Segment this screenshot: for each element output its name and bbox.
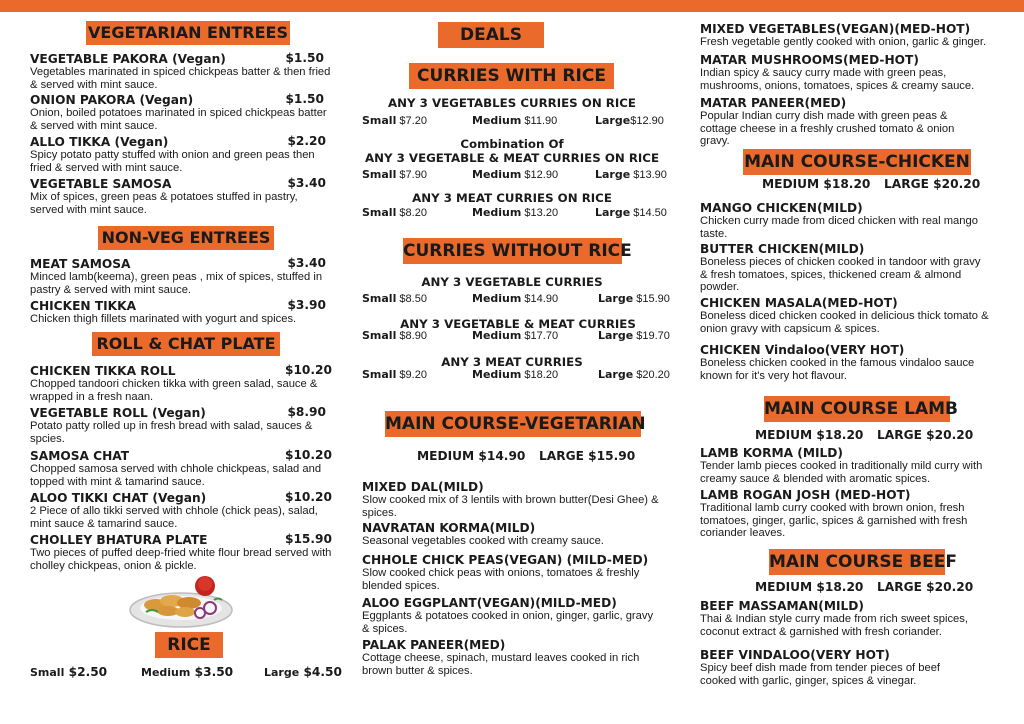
size-price: $11.90 xyxy=(524,115,558,127)
item-name: VEGETABLE SAMOSA xyxy=(30,177,172,191)
item-price: $10.20 xyxy=(284,490,332,504)
deal-title: ANY 3 VEGETABLE & MEAT CURRIES ON RICE xyxy=(364,151,660,165)
item-price: $15.90 xyxy=(284,532,332,546)
deal-title: ANY 3 MEAT CURRIES xyxy=(441,355,583,369)
item-name: CHICKEN MASALA(MED-HOT) xyxy=(700,296,898,310)
size-price: $8.90 xyxy=(399,330,427,342)
heading-curries-with-rice: CURRIES WITH RICE xyxy=(409,63,614,89)
menu-item xyxy=(700,648,975,687)
heading-main-course-vegetarian: MAIN COURSE-VEGETARIAN xyxy=(385,411,641,437)
menu-item xyxy=(700,242,985,293)
item-desc: Two pieces of puffed deep-fried white flour bread served with cholley chickpeas, onion & pickle. xyxy=(30,547,332,572)
large-price: LARGE $20.20 xyxy=(877,580,974,594)
size-prices-row xyxy=(700,580,1005,596)
menu-item xyxy=(30,406,332,445)
size-label: Small xyxy=(362,206,397,219)
item-name: MATAR MUSHROOMS(MED-HOT) xyxy=(700,53,919,67)
deal-prices xyxy=(362,206,667,220)
size-price: $19.70 xyxy=(636,330,670,342)
item-desc: Onion, boiled potatoes marinated in spiced chickpeas batter & served with mint sauce. xyxy=(30,107,327,132)
heading-rice: RICE xyxy=(155,632,223,658)
menu-item xyxy=(362,521,662,548)
size-label: Medium xyxy=(472,329,522,342)
item-desc: Boneless diced chicken cooked in delicious thick tomato & onion gravy with capsicum & spices. xyxy=(700,310,989,335)
heading-deals: DEALS xyxy=(438,22,544,48)
size-label: Large xyxy=(595,206,631,219)
size-price: $13.90 xyxy=(633,169,667,181)
item-price: $2.20 xyxy=(287,134,326,148)
item-name: MEAT SAMOSA xyxy=(30,257,131,271)
item-price: $1.50 xyxy=(285,92,324,106)
deal-prices xyxy=(362,292,670,306)
heading-non-veg-entrees: NON-VEG ENTREES xyxy=(98,226,274,250)
item-desc: Fresh vegetable gently cooked with onion, garlic & ginger. xyxy=(700,36,987,49)
rice-prices xyxy=(30,665,343,681)
menu-item xyxy=(30,449,332,488)
size-label: Medium xyxy=(472,368,522,381)
size-label: Medium xyxy=(472,114,522,127)
item-name: BEEF VINDALOO(VERY HOT) xyxy=(700,648,890,662)
item-desc: Spicy potato patty stuffed with onion and green peas then fried & served with mint sauce. xyxy=(30,149,315,174)
menu-item xyxy=(362,553,662,592)
menu-item xyxy=(700,296,1005,335)
deal-title: ANY 3 VEGETABLES CURRIES ON RICE xyxy=(388,96,636,110)
item-price: $10.20 xyxy=(284,448,332,462)
menu-item xyxy=(700,343,1005,382)
size-label: Medium xyxy=(472,168,522,181)
size-label: Small xyxy=(362,292,397,305)
size-price: $13.20 xyxy=(524,207,559,219)
medium-price: MEDIUM $18.20 xyxy=(762,177,871,191)
item-price: $8.90 xyxy=(287,405,326,419)
item-desc: Minced lamb(keema), green peas , mix of spices, stuffed in pastry & served with mint sauce. xyxy=(30,271,323,296)
item-desc: Thai & Indian style curry made from rich sweet spices, coconut extract & garnished with fresh coriander. xyxy=(700,613,968,638)
item-price: $1.50 xyxy=(285,51,324,65)
size-price: $15.90 xyxy=(636,293,670,305)
size-price: $20.20 xyxy=(636,369,670,381)
food-plate-image xyxy=(128,572,234,630)
large-price: LARGE $15.90 xyxy=(539,449,636,463)
size-label: Large xyxy=(598,329,634,342)
size-price: $7.20 xyxy=(399,115,427,127)
heading-vegetarian-entrees: VEGETARIAN ENTREES xyxy=(86,21,290,45)
item-desc: Popular Indian curry dish made with green peas & cottage cheese in a freshly crushed tomato & onion gravy. xyxy=(700,110,955,147)
size-prices-row xyxy=(362,449,662,465)
deal-prices xyxy=(362,329,670,343)
item-desc: Chicken curry made from diced chicken with real mango taste. xyxy=(700,215,978,240)
item-name: CHOLLEY BHATURA PLATE xyxy=(30,533,208,547)
deal-title-pre: Combination Of xyxy=(460,137,564,151)
item-name: ONION PAKORA (Vegan) xyxy=(30,93,194,107)
item-desc: Eggplants & potatoes cooked in onion, ginger, garlic, gravy & spices. xyxy=(362,610,654,635)
size-label: Large xyxy=(264,666,300,679)
item-desc: 2 Piece of allo tikki served with chhole (chick peas), salad, mint sauce & tamarind sauce. xyxy=(30,505,318,530)
item-desc: Boneless pieces of chicken cooked in tandoor with gravy & fresh tomatoes, spices, thickened cream & almond powder. xyxy=(700,256,981,293)
size-label: Large xyxy=(598,292,634,305)
menu-item xyxy=(700,22,1005,49)
top-accent-bar xyxy=(0,0,1024,12)
size-price: $18.20 xyxy=(524,369,559,381)
item-desc: Cottage cheese, spinach, mustard leaves cooked in rich brown butter & spices. xyxy=(362,652,640,677)
size-prices-row xyxy=(700,177,1005,193)
size-price: $17.70 xyxy=(524,330,559,342)
menu-item xyxy=(362,596,662,635)
item-name: VEGETABLE ROLL (Vegan) xyxy=(30,406,206,420)
size-label: Small xyxy=(30,666,65,679)
item-name: ALLO TIKKA (Vegan) xyxy=(30,135,169,149)
item-name: PALAK PANEER(MED) xyxy=(362,638,506,652)
size-price: $4.50 xyxy=(303,665,343,679)
menu-item xyxy=(30,135,332,174)
item-name: NAVRATAN KORMA(MILD) xyxy=(362,521,536,535)
menu-item xyxy=(30,491,332,530)
heading-roll-chat-plate: ROLL & CHAT PLATE xyxy=(92,332,280,356)
heading-curries-without-rice: CURRIES WITHOUT RICE xyxy=(403,238,622,264)
heading-main-course-chicken: MAIN COURSE-CHICKEN xyxy=(743,149,971,175)
item-name: MIXED VEGETABLES(VEGAN)(MED-HOT) xyxy=(700,22,971,36)
size-price: $14.50 xyxy=(633,207,667,219)
item-name: BUTTER CHICKEN(MILD) xyxy=(700,242,865,256)
item-desc: Tender lamb pieces cooked in traditionally mild curry with creamy sauce & blended with aromatic spices. xyxy=(700,460,983,485)
heading-main-course-beef: MAIN COURSE BEEF xyxy=(769,549,945,575)
large-price: LARGE $20.20 xyxy=(884,177,981,191)
size-price: $8.50 xyxy=(399,293,427,305)
item-price: $3.40 xyxy=(287,256,326,270)
item-name: MANGO CHICKEN(MILD) xyxy=(700,201,863,215)
menu-item xyxy=(700,488,1000,539)
size-label: Small xyxy=(362,114,397,127)
menu-item xyxy=(30,299,332,326)
size-price: $12.90 xyxy=(524,169,559,181)
deal-title: ANY 3 VEGETABLE CURRIES xyxy=(421,275,603,289)
large-price: LARGE $20.20 xyxy=(877,428,974,442)
menu-item xyxy=(30,93,332,132)
item-name: BEEF MASSAMAN(MILD) xyxy=(700,599,864,613)
menu-item xyxy=(700,201,990,240)
item-price: $3.40 xyxy=(287,176,326,190)
item-price: $10.20 xyxy=(284,363,332,377)
item-name: CHHOLE CHICK PEAS(VEGAN) (MILD-MED) xyxy=(362,553,649,567)
item-name: ALOO TIKKI CHAT (Vegan) xyxy=(30,491,207,505)
item-name: LAMB ROGAN JOSH (MED-HOT) xyxy=(700,488,911,502)
item-name: SAMOSA CHAT xyxy=(30,449,130,463)
item-name: MATAR PANEER(MED) xyxy=(700,96,847,110)
size-price: $2.50 xyxy=(68,665,108,679)
item-desc: Traditional lamb curry cooked with brown onion, fresh tomatoes, ginger, garlic, spices & garnished with fresh coriander leaves. xyxy=(700,502,968,539)
item-desc: Vegetables marinated in spiced chickpeas batter & then fried & served with mint sauce. xyxy=(30,66,331,91)
size-label: Medium xyxy=(141,666,191,679)
size-price: $8.20 xyxy=(399,207,427,219)
menu-item xyxy=(30,364,332,403)
item-desc: Seasonal vegetables cooked with creamy sauce. xyxy=(362,535,604,548)
item-name: VEGETABLE PAKORA (Vegan) xyxy=(30,52,226,66)
size-label: Small xyxy=(362,329,397,342)
menu-item xyxy=(30,52,332,91)
menu-item xyxy=(700,599,1000,638)
item-name: CHICKEN TIKKA ROLL xyxy=(30,364,176,378)
size-prices-row xyxy=(700,428,1005,444)
size-label: Large xyxy=(595,168,631,181)
menu-item xyxy=(700,96,980,147)
item-desc: Boneless chicken cooked in the famous vindaloo sauce known for it's very hot flavour. xyxy=(700,357,975,382)
item-name: CHICKEN Vindaloo(VERY HOT) xyxy=(700,343,905,357)
item-desc: Indian spicy & saucy curry made with green peas, mushrooms, onions, tomatoes, spices & creamy sauce. xyxy=(700,67,975,92)
item-desc: Mix of spices, green peas & potatoes stuffed in pastry, served with mint sauce. xyxy=(30,191,298,216)
deal-title: ANY 3 VEGETABLE & MEAT CURRIES xyxy=(400,317,636,331)
item-desc: Potato patty rolled up in fresh bread with salad, sauces & spcies. xyxy=(30,420,313,445)
deal-title: ANY 3 MEAT CURRIES ON RICE xyxy=(412,191,612,205)
medium-price: MEDIUM $18.20 xyxy=(755,428,864,442)
size-label: Small xyxy=(362,168,397,181)
item-name: MIXED DAL(MILD) xyxy=(362,480,484,494)
item-name: CHICKEN TIKKA xyxy=(30,299,137,313)
item-name: LAMB KORMA (MILD) xyxy=(700,446,843,460)
deal-prices xyxy=(362,368,670,382)
size-price: $7.90 xyxy=(399,169,427,181)
size-price: $12.90 xyxy=(630,115,664,127)
size-price: $9.20 xyxy=(399,369,427,381)
item-name: ALOO EGGPLANT(VEGAN)(MILD-MED) xyxy=(362,596,617,610)
size-label: Medium xyxy=(472,292,522,305)
item-desc: Spicy beef dish made from tender pieces of beef cooked with garlic, ginger, spices & vinegar. xyxy=(700,662,941,687)
size-price: $14.90 xyxy=(524,293,559,305)
item-desc: Chopped tandoori chicken tikka with green salad, sauce & wrapped in a fresh naan. xyxy=(30,378,318,403)
deal-prices xyxy=(362,168,667,182)
menu-item xyxy=(700,446,990,485)
item-desc: Slow cooked mix of 3 lentils with brown butter(Desi Ghee) & spices. xyxy=(362,494,659,519)
deal-prices xyxy=(362,114,662,128)
heading-main-course-lamb: MAIN COURSE LAMB xyxy=(764,396,950,422)
item-desc: Slow cooked chick peas with onions, tomatoes & freshly blended spices. xyxy=(362,567,640,592)
menu-item xyxy=(30,533,332,572)
size-price: $3.50 xyxy=(194,665,234,679)
menu-item xyxy=(30,257,332,296)
item-price: $3.90 xyxy=(287,298,326,312)
item-desc: Chicken thigh fillets marinated with yogurt and spices. xyxy=(30,313,297,326)
menu-item xyxy=(30,177,332,216)
size-label: Medium xyxy=(472,206,522,219)
size-label: Small xyxy=(362,368,397,381)
menu-item xyxy=(362,638,662,677)
size-label: Large xyxy=(598,368,634,381)
size-label: Large xyxy=(595,114,631,127)
medium-price: MEDIUM $18.20 xyxy=(755,580,864,594)
item-desc: Chopped samosa served with chhole chickpeas, salad and topped with mint & tamarind sauce. xyxy=(30,463,322,488)
menu-item xyxy=(700,53,1000,92)
medium-price: MEDIUM $14.90 xyxy=(417,449,526,463)
menu-item xyxy=(362,480,662,519)
